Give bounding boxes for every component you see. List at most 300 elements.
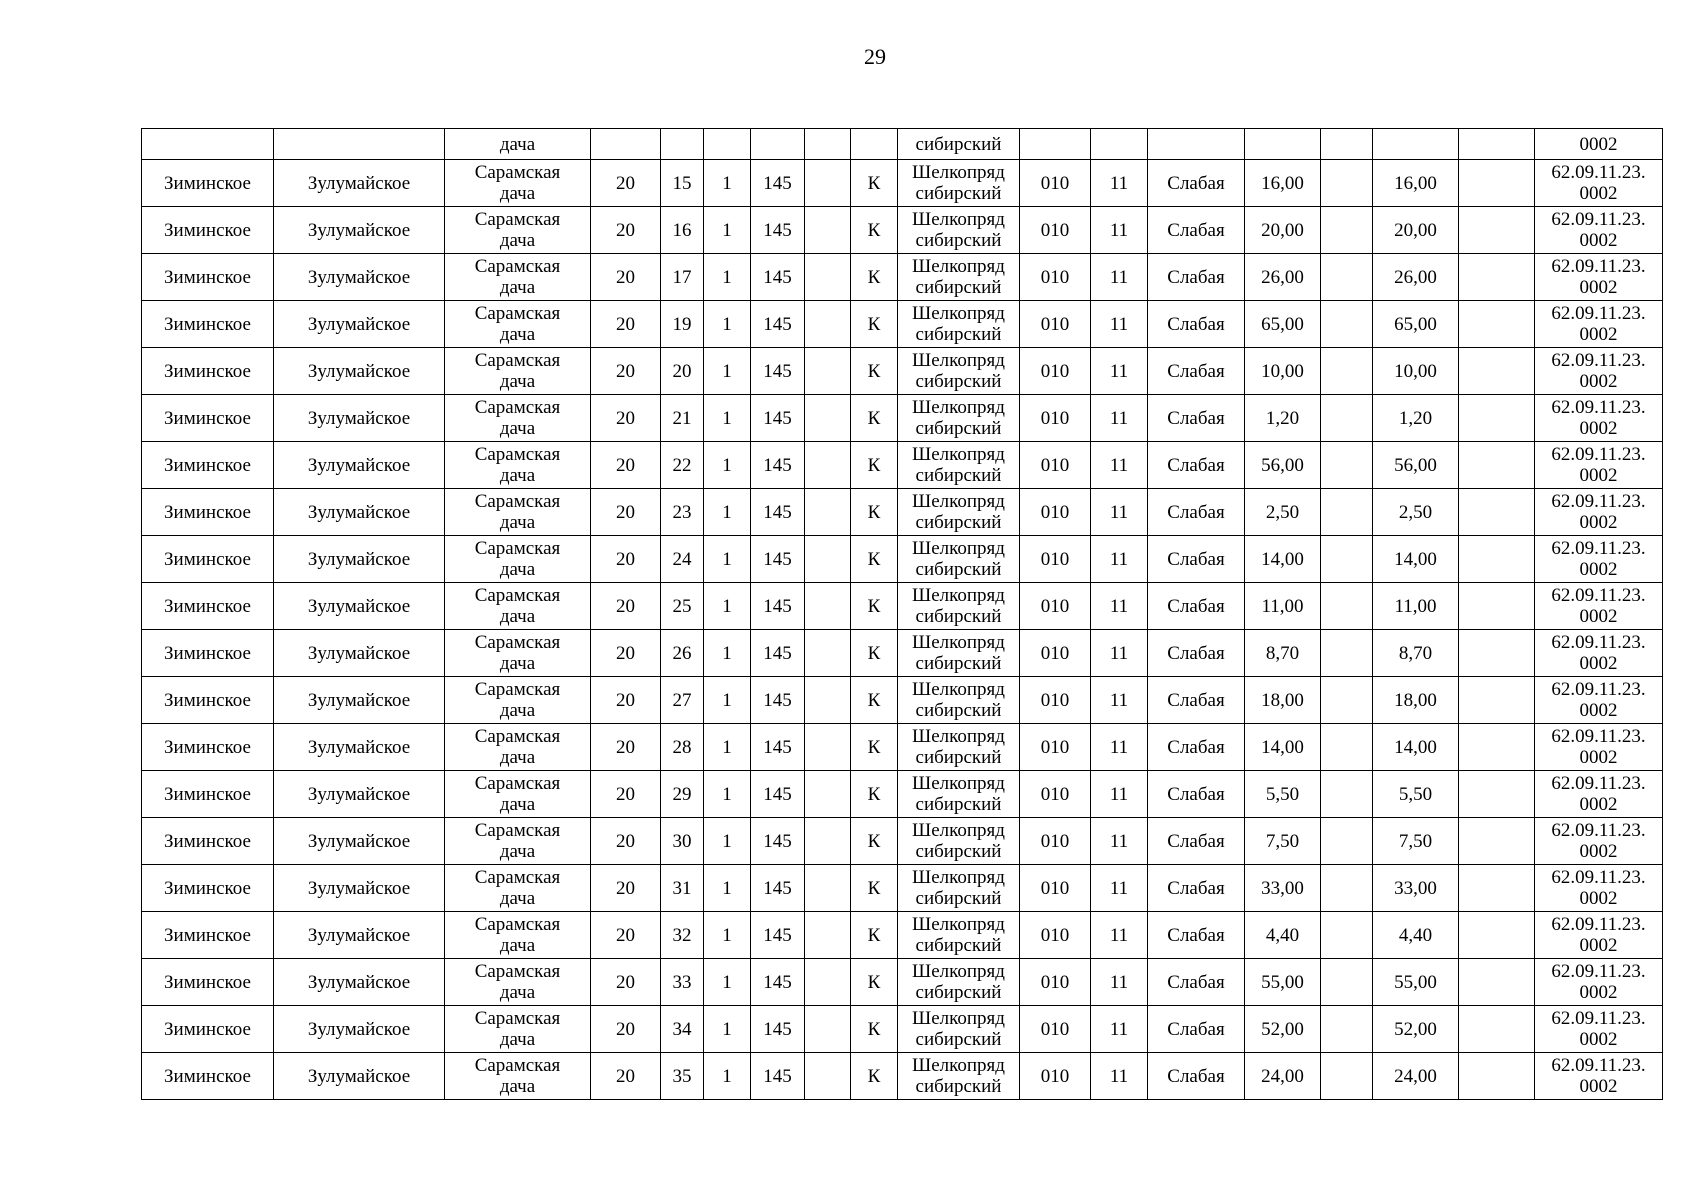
dacha-cell-line: дача	[499, 324, 536, 345]
cell-c7: 145	[751, 207, 805, 254]
area-cell: 14,00	[1245, 724, 1321, 771]
cell-c12: 11	[1091, 818, 1148, 865]
area2-cell: 65,00	[1373, 301, 1459, 348]
cell-c11: 010	[1020, 677, 1091, 724]
cell-c5: 34	[661, 1006, 704, 1053]
code-cell-line: 0002	[1579, 418, 1618, 439]
forestry-cell: Зулумайское	[274, 677, 445, 724]
cell-c8	[805, 818, 851, 865]
cell-c12: 11	[1091, 207, 1148, 254]
cell-c6: 1	[704, 677, 751, 724]
dacha-cell	[445, 818, 591, 865]
cell-c8	[805, 442, 851, 489]
cell-c7: 145	[751, 865, 805, 912]
pest-cell	[898, 771, 1020, 818]
dacha-cell-line: дача	[499, 512, 536, 533]
degree-cell: Слабая	[1148, 818, 1245, 865]
cell-c8	[805, 489, 851, 536]
table-cell: сибирский	[898, 129, 1020, 160]
area2-cell: 14,00	[1373, 536, 1459, 583]
forestry-cell: Зулумайское	[274, 630, 445, 677]
area-cell: 33,00	[1245, 865, 1321, 912]
dacha-cell-line: Сарамская	[474, 585, 561, 606]
dacha-cell-line: дача	[499, 465, 536, 486]
cell-c9: К	[851, 489, 898, 536]
pest-cell-line: сибирский	[915, 324, 1002, 345]
cell-c8	[805, 207, 851, 254]
dacha-cell	[445, 630, 591, 677]
dacha-cell-line: дача	[499, 606, 536, 627]
cell-c8	[805, 724, 851, 771]
cell-c17	[1459, 771, 1535, 818]
code-cell-line: 62.09.11.23.	[1551, 397, 1646, 418]
cell-c15	[1321, 818, 1373, 865]
cell-c17	[1459, 724, 1535, 771]
dacha-cell-line: Сарамская	[474, 773, 561, 794]
dacha-cell-line: дача	[499, 935, 536, 956]
cell-c6: 1	[704, 865, 751, 912]
cell-c12: 11	[1091, 348, 1148, 395]
forestry-cell: Зулумайское	[274, 254, 445, 301]
cell-c5: 20	[661, 348, 704, 395]
dacha-cell	[445, 1006, 591, 1053]
cell-c15	[1321, 771, 1373, 818]
code-cell-line: 62.09.11.23.	[1551, 1055, 1646, 1076]
cell-c6: 1	[704, 395, 751, 442]
cell-c12: 11	[1091, 771, 1148, 818]
cell-c11: 010	[1020, 395, 1091, 442]
cell-c11: 010	[1020, 348, 1091, 395]
table-cell	[1373, 129, 1459, 160]
code-cell-line: 0002	[1579, 371, 1618, 392]
cell-c15	[1321, 301, 1373, 348]
dacha-cell-line: Сарамская	[474, 726, 561, 747]
table-row	[142, 959, 1663, 1006]
code-cell-line: 0002	[1579, 794, 1618, 815]
area-cell: 26,00	[1245, 254, 1321, 301]
code-cell-line: 62.09.11.23.	[1551, 491, 1646, 512]
cell-c9: К	[851, 865, 898, 912]
cell-c4: 20	[591, 1053, 661, 1100]
degree-cell: Слабая	[1148, 1053, 1245, 1100]
degree-cell: Слабая	[1148, 959, 1245, 1006]
cell-c15	[1321, 348, 1373, 395]
cell-c12: 11	[1091, 160, 1148, 207]
dacha-cell	[445, 1053, 591, 1100]
code-cell	[1535, 724, 1663, 771]
degree-cell: Слабая	[1148, 489, 1245, 536]
municipality-cell: Зиминское	[142, 254, 274, 301]
cell-c9: К	[851, 677, 898, 724]
code-cell-line: 62.09.11.23.	[1551, 209, 1646, 230]
table-row	[142, 254, 1663, 301]
municipality-cell: Зиминское	[142, 301, 274, 348]
code-cell-line: 0002	[1579, 230, 1618, 251]
dacha-cell	[445, 160, 591, 207]
pest-cell-line: сибирский	[915, 982, 1002, 1003]
area-cell: 16,00	[1245, 160, 1321, 207]
code-cell	[1535, 254, 1663, 301]
cell-c7: 145	[751, 489, 805, 536]
cell-c6: 1	[704, 348, 751, 395]
cell-c15	[1321, 1006, 1373, 1053]
cell-c8	[805, 536, 851, 583]
code-cell	[1535, 677, 1663, 724]
degree-cell: Слабая	[1148, 536, 1245, 583]
municipality-cell: Зиминское	[142, 1053, 274, 1100]
code-cell	[1535, 583, 1663, 630]
cell-c4: 20	[591, 442, 661, 489]
cell-c11: 010	[1020, 818, 1091, 865]
dacha-cell	[445, 724, 591, 771]
code-cell-line: 0002	[1579, 1076, 1618, 1097]
dacha-cell-line: дача	[499, 982, 536, 1003]
pest-cell-line: сибирский	[915, 794, 1002, 815]
pest-cell-line: Шелкопряд	[912, 256, 1005, 277]
cell-c4: 20	[591, 348, 661, 395]
table-row	[142, 865, 1663, 912]
cell-c9: К	[851, 301, 898, 348]
cell-c7: 145	[751, 771, 805, 818]
municipality-cell: Зиминское	[142, 1006, 274, 1053]
dacha-cell	[445, 489, 591, 536]
area2-cell: 18,00	[1373, 677, 1459, 724]
cell-c8	[805, 1053, 851, 1100]
cell-c11: 010	[1020, 489, 1091, 536]
area2-cell: 10,00	[1373, 348, 1459, 395]
code-cell-line: 62.09.11.23.	[1551, 726, 1646, 747]
cell-c11: 010	[1020, 724, 1091, 771]
degree-cell: Слабая	[1148, 301, 1245, 348]
cell-c15	[1321, 583, 1373, 630]
cell-c9: К	[851, 818, 898, 865]
degree-cell: Слабая	[1148, 395, 1245, 442]
cell-c15	[1321, 677, 1373, 724]
area-cell: 52,00	[1245, 1006, 1321, 1053]
dacha-cell-line: Сарамская	[474, 1008, 561, 1029]
cell-c12: 11	[1091, 630, 1148, 677]
pest-cell-line: Шелкопряд	[912, 162, 1005, 183]
pest-cell-line: Шелкопряд	[912, 820, 1005, 841]
table-cell: дача	[445, 129, 591, 160]
table-row	[142, 630, 1663, 677]
table-body	[142, 129, 1663, 1100]
dacha-cell-line: дача	[499, 700, 536, 721]
municipality-cell: Зиминское	[142, 442, 274, 489]
cell-c4: 20	[591, 818, 661, 865]
degree-cell: Слабая	[1148, 1006, 1245, 1053]
forestry-cell: Зулумайское	[274, 395, 445, 442]
cell-c11: 010	[1020, 912, 1091, 959]
code-cell	[1535, 771, 1663, 818]
code-cell	[1535, 536, 1663, 583]
cell-c5: 15	[661, 160, 704, 207]
pest-cell	[898, 959, 1020, 1006]
pest-cell-line: Шелкопряд	[912, 444, 1005, 465]
forestry-cell: Зулумайское	[274, 160, 445, 207]
pest-cell-line: Шелкопряд	[912, 914, 1005, 935]
cell-c7: 145	[751, 254, 805, 301]
code-cell	[1535, 442, 1663, 489]
code-cell-line: 62.09.11.23.	[1551, 444, 1646, 465]
cell-c8	[805, 771, 851, 818]
cell-c12: 11	[1091, 724, 1148, 771]
cell-c11: 010	[1020, 442, 1091, 489]
table-cell	[805, 129, 851, 160]
area2-cell: 20,00	[1373, 207, 1459, 254]
cell-c5: 33	[661, 959, 704, 1006]
code-cell	[1535, 489, 1663, 536]
dacha-cell-line: дача	[499, 277, 536, 298]
area-cell: 20,00	[1245, 207, 1321, 254]
dacha-cell-line: Сарамская	[474, 914, 561, 935]
cell-c15	[1321, 160, 1373, 207]
cell-c9: К	[851, 348, 898, 395]
cell-c17	[1459, 865, 1535, 912]
cell-c6: 1	[704, 489, 751, 536]
cell-c6: 1	[704, 818, 751, 865]
pest-cell-line: Шелкопряд	[912, 303, 1005, 324]
pest-cell-line: Шелкопряд	[912, 679, 1005, 700]
pest-cell	[898, 818, 1020, 865]
cell-c17	[1459, 818, 1535, 865]
table-row	[142, 771, 1663, 818]
cell-c11: 010	[1020, 301, 1091, 348]
code-cell	[1535, 959, 1663, 1006]
area-cell: 55,00	[1245, 959, 1321, 1006]
pest-cell	[898, 160, 1020, 207]
cell-c4: 20	[591, 724, 661, 771]
cell-c5: 35	[661, 1053, 704, 1100]
area2-cell: 11,00	[1373, 583, 1459, 630]
area2-cell: 33,00	[1373, 865, 1459, 912]
cell-c6: 1	[704, 1006, 751, 1053]
degree-cell: Слабая	[1148, 160, 1245, 207]
code-cell-line: 62.09.11.23.	[1551, 867, 1646, 888]
dacha-cell-line: Сарамская	[474, 397, 561, 418]
municipality-cell: Зиминское	[142, 207, 274, 254]
dacha-cell	[445, 536, 591, 583]
dacha-cell-line: Сарамская	[474, 209, 561, 230]
area2-cell: 24,00	[1373, 1053, 1459, 1100]
municipality-cell: Зиминское	[142, 630, 274, 677]
cell-c11: 010	[1020, 583, 1091, 630]
dacha-cell	[445, 301, 591, 348]
cell-c8	[805, 301, 851, 348]
cell-c17	[1459, 959, 1535, 1006]
pest-cell	[898, 865, 1020, 912]
pest-cell-line: Шелкопряд	[912, 585, 1005, 606]
cell-c7: 145	[751, 160, 805, 207]
area-cell: 65,00	[1245, 301, 1321, 348]
table-row	[142, 536, 1663, 583]
cell-c7: 145	[751, 1053, 805, 1100]
pest-cell	[898, 1006, 1020, 1053]
cell-c4: 20	[591, 536, 661, 583]
cell-c6: 1	[704, 442, 751, 489]
code-cell	[1535, 865, 1663, 912]
area2-cell: 26,00	[1373, 254, 1459, 301]
pest-cell	[898, 724, 1020, 771]
dacha-cell-line: Сарамская	[474, 820, 561, 841]
cell-c7: 145	[751, 818, 805, 865]
area-cell: 7,50	[1245, 818, 1321, 865]
cell-c15	[1321, 254, 1373, 301]
cell-c4: 20	[591, 583, 661, 630]
table-cell	[751, 129, 805, 160]
code-cell-line: 62.09.11.23.	[1551, 162, 1646, 183]
pest-cell-line: сибирский	[915, 559, 1002, 580]
cell-c15	[1321, 724, 1373, 771]
forestry-cell: Зулумайское	[274, 959, 445, 1006]
cell-c9: К	[851, 1053, 898, 1100]
table-row-continuation	[142, 129, 1663, 160]
dacha-cell	[445, 959, 591, 1006]
forestry-cell: Зулумайское	[274, 348, 445, 395]
code-cell	[1535, 1006, 1663, 1053]
area-cell: 5,50	[1245, 771, 1321, 818]
cell-c4: 20	[591, 160, 661, 207]
cell-c9: К	[851, 536, 898, 583]
table-cell	[1245, 129, 1321, 160]
cell-c5: 22	[661, 442, 704, 489]
cell-c12: 11	[1091, 583, 1148, 630]
area2-cell: 55,00	[1373, 959, 1459, 1006]
cell-c8	[805, 254, 851, 301]
cell-c8	[805, 865, 851, 912]
dacha-cell-line: Сарамская	[474, 444, 561, 465]
municipality-cell: Зиминское	[142, 865, 274, 912]
cell-c12: 11	[1091, 677, 1148, 724]
municipality-cell: Зиминское	[142, 489, 274, 536]
pest-cell	[898, 1053, 1020, 1100]
pest-cell	[898, 536, 1020, 583]
dacha-cell	[445, 254, 591, 301]
municipality-cell: Зиминское	[142, 959, 274, 1006]
cell-c8	[805, 912, 851, 959]
cell-c17	[1459, 254, 1535, 301]
forestry-cell: Зулумайское	[274, 536, 445, 583]
code-cell-line: 0002	[1579, 888, 1618, 909]
dacha-cell-line: Сарамская	[474, 256, 561, 277]
cell-c15	[1321, 865, 1373, 912]
degree-cell: Слабая	[1148, 442, 1245, 489]
code-cell-line: 62.09.11.23.	[1551, 303, 1646, 324]
cell-c5: 27	[661, 677, 704, 724]
code-cell-line: 62.09.11.23.	[1551, 632, 1646, 653]
cell-c6: 1	[704, 583, 751, 630]
cell-c8	[805, 395, 851, 442]
cell-c6: 1	[704, 912, 751, 959]
dacha-cell-line: Сарамская	[474, 162, 561, 183]
table-row	[142, 912, 1663, 959]
table-row	[142, 583, 1663, 630]
cell-c5: 25	[661, 583, 704, 630]
dacha-cell	[445, 348, 591, 395]
cell-c9: К	[851, 630, 898, 677]
area-cell: 24,00	[1245, 1053, 1321, 1100]
cell-c6: 1	[704, 536, 751, 583]
cell-c9: К	[851, 395, 898, 442]
table-cell	[274, 129, 445, 160]
cell-c7: 145	[751, 395, 805, 442]
table-cell	[142, 129, 274, 160]
table-row	[142, 301, 1663, 348]
table-cell	[1020, 129, 1091, 160]
cell-c5: 16	[661, 207, 704, 254]
cell-c12: 11	[1091, 865, 1148, 912]
cell-c15	[1321, 630, 1373, 677]
municipality-cell: Зиминское	[142, 724, 274, 771]
table-row	[142, 442, 1663, 489]
dacha-cell-line: дача	[499, 230, 536, 251]
cell-c17	[1459, 677, 1535, 724]
pest-cell-line: сибирский	[915, 183, 1002, 204]
pest-cell-line: сибирский	[915, 1076, 1002, 1097]
pest-cell-line: Шелкопряд	[912, 397, 1005, 418]
cell-c9: К	[851, 724, 898, 771]
cell-c9: К	[851, 442, 898, 489]
cell-c17	[1459, 395, 1535, 442]
cell-c8	[805, 160, 851, 207]
degree-cell: Слабая	[1148, 912, 1245, 959]
cell-c9: К	[851, 959, 898, 1006]
dacha-cell-line: дача	[499, 747, 536, 768]
table-cell	[1459, 129, 1535, 160]
cell-c11: 010	[1020, 865, 1091, 912]
cell-c5: 30	[661, 818, 704, 865]
cell-c15	[1321, 395, 1373, 442]
dacha-cell-line: Сарамская	[474, 350, 561, 371]
cell-c5: 21	[661, 395, 704, 442]
pest-cell-line: сибирский	[915, 935, 1002, 956]
cell-c9: К	[851, 160, 898, 207]
dacha-cell-line: Сарамская	[474, 303, 561, 324]
table-row	[142, 489, 1663, 536]
municipality-cell: Зиминское	[142, 583, 274, 630]
cell-c7: 145	[751, 1006, 805, 1053]
area-cell: 56,00	[1245, 442, 1321, 489]
code-cell-line: 0002	[1579, 465, 1618, 486]
cell-c4: 20	[591, 865, 661, 912]
cell-c4: 20	[591, 395, 661, 442]
cell-c5: 32	[661, 912, 704, 959]
code-cell-line: 62.09.11.23.	[1551, 256, 1646, 277]
data-table	[141, 128, 1663, 1100]
cell-c7: 145	[751, 630, 805, 677]
pest-cell-line: Шелкопряд	[912, 1008, 1005, 1029]
cell-c4: 20	[591, 771, 661, 818]
area2-cell: 5,50	[1373, 771, 1459, 818]
cell-c5: 17	[661, 254, 704, 301]
cell-c6: 1	[704, 771, 751, 818]
cell-c12: 11	[1091, 395, 1148, 442]
cell-c8	[805, 348, 851, 395]
cell-c9: К	[851, 583, 898, 630]
forestry-cell: Зулумайское	[274, 207, 445, 254]
pest-cell-line: сибирский	[915, 841, 1002, 862]
dacha-cell-line: Сарамская	[474, 961, 561, 982]
pest-cell-line: сибирский	[915, 465, 1002, 486]
pest-cell	[898, 583, 1020, 630]
dacha-cell	[445, 912, 591, 959]
forestry-cell: Зулумайское	[274, 865, 445, 912]
table-cell	[851, 129, 898, 160]
cell-c8	[805, 630, 851, 677]
cell-c4: 20	[591, 1006, 661, 1053]
degree-cell: Слабая	[1148, 348, 1245, 395]
cell-c7: 145	[751, 536, 805, 583]
